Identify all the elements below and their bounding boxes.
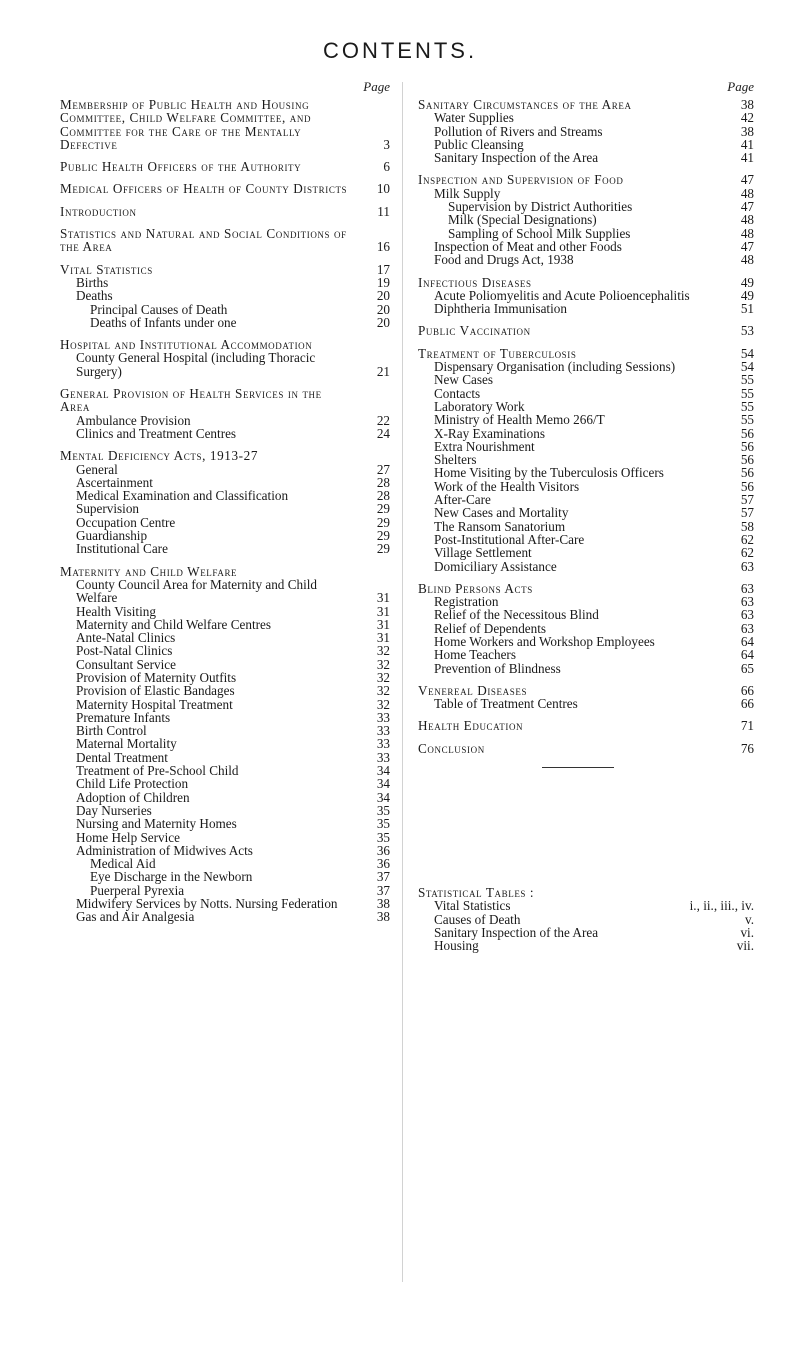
- toc-entry-page: 62: [740, 531, 754, 547]
- toc-entry: [418, 480, 754, 493]
- toc-entry-title: Membership of Public Health and Housing Committee, Child Welfare Committee, and Committee for the Care of the Mentally Defective: [60, 97, 312, 152]
- toc-entry-title: Laboratory Work: [434, 398, 525, 414]
- toc-entry: [418, 648, 754, 661]
- toc-entry-page: 47: [740, 172, 754, 188]
- toc-entry-title: Health Education: [418, 718, 524, 734]
- toc-entry-title: Sanitary Inspection of the Area: [434, 150, 599, 166]
- toc-entry: [418, 595, 754, 608]
- toc-entry-page: 24: [376, 425, 390, 441]
- toc-entry-title: Village Settlement: [434, 545, 532, 561]
- toc-entry-page: 35: [376, 829, 390, 845]
- toc-entry: [60, 387, 390, 414]
- toc-entry-title: Sanitary Circumstances of the Area: [418, 97, 632, 112]
- toc-entry: [60, 844, 390, 857]
- toc-entry-title: Pollution of Rivers and Streams: [434, 123, 603, 139]
- toc-entry-page: 11: [377, 203, 390, 219]
- toc-entry-title: Inspection and Supervision of Food: [418, 172, 624, 188]
- toc-entry-title: Gas and Air Analgesia: [76, 909, 195, 925]
- toc-entry-page: 49: [740, 274, 754, 290]
- toc-entry-title: Deaths: [76, 288, 113, 304]
- toc-entry-title: Housing: [434, 938, 479, 954]
- toc-entry: [60, 182, 390, 195]
- toc-entry: [60, 263, 390, 276]
- toc-entry: [60, 489, 390, 502]
- toc-entry-page: 56: [740, 438, 754, 454]
- toc-entry-page: 33: [376, 723, 390, 739]
- toc-entry: [418, 560, 754, 573]
- toc-entry-page: 34: [376, 763, 390, 779]
- toc-entry-page: 56: [740, 478, 754, 494]
- toc-entry: [60, 684, 390, 697]
- toc-entry: [60, 817, 390, 830]
- toc-entry: [418, 413, 754, 426]
- toc-entry-page: 29: [376, 528, 390, 544]
- toc-entry-page: i., ii., iii., iv.: [689, 898, 754, 914]
- toc-entry-page: 54: [740, 345, 754, 361]
- toc-entry: [60, 476, 390, 489]
- toc-entry-title: Vital Statistics: [434, 898, 511, 914]
- statistical-tables: [418, 886, 754, 952]
- toc-entry-title: Institutional Care: [76, 541, 168, 557]
- toc-entry: [60, 857, 390, 870]
- toc-entry-page: vi.: [740, 924, 754, 940]
- toc-entry-page: 35: [376, 802, 390, 818]
- toc-entry-title: Eye Discharge in the Newborn: [90, 869, 253, 885]
- toc-entry-page: 6: [383, 159, 390, 175]
- toc-entry-title: Ascertainment: [76, 474, 153, 490]
- toc-entry-title: Domiciliary Assistance: [434, 558, 557, 574]
- toc-entry-title: New Cases and Mortality: [434, 505, 569, 521]
- toc-entry: [60, 578, 390, 605]
- toc-entry: [418, 662, 754, 675]
- toc-entry-title: Work of the Health Visitors: [434, 478, 580, 494]
- toc-entry-title: Administration of Midwives Acts: [76, 842, 253, 858]
- toc-entry-title: Inspection of Meat and other Foods: [434, 238, 622, 254]
- toc-entry: [418, 360, 754, 373]
- toc-entry-page: 33: [376, 736, 390, 752]
- toc-entry-title: County General Hospital (including Thoracic Surgery): [76, 350, 316, 379]
- toc-entry-page: 48: [740, 225, 754, 241]
- toc-entry: [60, 605, 390, 618]
- toc-entry-title: Clinics and Treatment Centres: [76, 425, 237, 441]
- toc-entry: [60, 338, 390, 351]
- toc-entry-title: Deaths of Infants under one: [90, 314, 237, 330]
- toc-entry-page: 38: [740, 97, 754, 112]
- toc-entry-page: 36: [376, 856, 390, 872]
- toc-entry-title: Public Cleansing: [434, 136, 524, 152]
- toc-entry: [418, 213, 754, 226]
- toc-entry-title: Medical Examination and Classification: [76, 488, 289, 504]
- toc-entry-title: Supervision: [76, 501, 140, 517]
- toc-entry: [418, 240, 754, 253]
- toc-entry-page: 31: [376, 590, 390, 606]
- toc-entry-page: 34: [376, 789, 390, 805]
- toc-entry-page: 71: [740, 718, 754, 734]
- toc-entry: [418, 453, 754, 466]
- toc-entry-title: Births: [76, 274, 109, 290]
- toc-entry-title: General: [76, 461, 118, 477]
- toc-entry: [60, 791, 390, 804]
- toc-entry: [60, 289, 390, 302]
- toc-entry-page: 20: [376, 288, 390, 304]
- toc-entry: [60, 751, 390, 764]
- toc-entry-page: 54: [740, 359, 754, 375]
- toc-entry: [418, 125, 754, 138]
- toc-entry-title: Prevention of Blindness: [434, 660, 561, 676]
- toc-entry: [418, 533, 754, 546]
- toc-entry: [418, 151, 754, 164]
- toc-entry: [60, 463, 390, 476]
- toc-entry-title: Premature Infants: [76, 709, 171, 725]
- toc-entry-title: Treatment of Pre-School Child: [76, 763, 239, 779]
- toc-entry-title: Adoption of Children: [76, 789, 190, 805]
- toc-entry-title: Provision of Elastic Bandages: [76, 683, 235, 699]
- toc-entry: [418, 173, 754, 186]
- toc-entry-title: Extra Nourishment: [434, 438, 535, 454]
- toc-entry: [60, 764, 390, 777]
- toc-entry-title: Supervision by District Authorities: [448, 199, 633, 215]
- toc-entry: [60, 160, 390, 173]
- toc-entry-title: Maternity and Child Welfare Centres: [76, 616, 271, 632]
- toc-entry: [418, 913, 754, 926]
- toc-entry-title: Medical Aid: [90, 856, 156, 872]
- toc-entry-title: Infectious Diseases: [418, 274, 532, 290]
- toc-entry-page: 48: [740, 185, 754, 201]
- toc-entry-title: Dental Treatment: [76, 749, 168, 765]
- toc-entry-title: Sanitary Inspection of the Area: [434, 924, 599, 940]
- toc-entry-title: New Cases: [434, 372, 493, 388]
- toc-entry: [60, 98, 390, 151]
- toc-entry: [418, 899, 754, 912]
- toc-entry: [60, 870, 390, 883]
- toc-entry-page: 32: [376, 683, 390, 699]
- toc-entry: [60, 427, 390, 440]
- toc-entry: [418, 546, 754, 559]
- toc-entry: [418, 227, 754, 240]
- toc-entry: [418, 466, 754, 479]
- toc-entry: [60, 777, 390, 790]
- toc-entry: [418, 622, 754, 635]
- toc-entry: [418, 289, 754, 302]
- toc-entry: [418, 111, 754, 124]
- toc-entry-page: 32: [376, 656, 390, 672]
- toc-entry-title: Nursing and Maternity Homes: [76, 816, 237, 832]
- toc-entry: [418, 742, 754, 755]
- statistical-tables-list: [418, 899, 754, 952]
- toc-entry: [418, 493, 754, 506]
- toc-entry-page: 34: [376, 776, 390, 792]
- toc-entry-title: Home Visiting by the Tuberculosis Officers: [434, 465, 664, 481]
- toc-entry-title: Public Health Officers of the Authority: [60, 159, 302, 175]
- toc-entry: [60, 316, 390, 329]
- toc-entry-page: 56: [740, 425, 754, 441]
- toc-entry: [60, 542, 390, 555]
- toc-entry-title: Provision of Maternity Outfits: [76, 669, 237, 685]
- toc-entry: [418, 697, 754, 710]
- toc-entry-page: 62: [740, 545, 754, 561]
- toc-entry: [418, 926, 754, 939]
- toc-entry: [418, 719, 754, 732]
- toc-entry: [418, 373, 754, 386]
- toc-entry: [418, 347, 754, 360]
- toc-entry-page: 63: [740, 558, 754, 574]
- toc-entry-title: Day Nurseries: [76, 802, 152, 818]
- toc-entry-title: Registration: [434, 594, 499, 610]
- toc-entry: [60, 449, 390, 462]
- toc-entry: [60, 737, 390, 750]
- toc-entry: [60, 205, 390, 218]
- toc-entry-title: General Provision of Health Services in the Area: [60, 386, 322, 415]
- toc-entry-page: 55: [740, 385, 754, 401]
- toc-entry-title: Midwifery Services by Notts. Nursing Federation: [76, 896, 338, 912]
- toc-entry-title: Venereal Diseases: [418, 682, 528, 698]
- toc-entry-page: 51: [740, 301, 754, 317]
- toc-entry-title: Dispensary Organisation (including Sessions): [434, 359, 676, 375]
- toc-entry-page: 57: [740, 492, 754, 508]
- toc-entry-title: Health Visiting: [76, 603, 156, 619]
- toc-entry-page: 41: [740, 136, 754, 152]
- toc-entry-title: Shelters: [434, 452, 477, 468]
- toc-entry-page: 48: [740, 252, 754, 268]
- toc-entry-title: Vital Statistics: [60, 261, 153, 277]
- toc-entry: [418, 187, 754, 200]
- toc-entry-title: Ambulance Provision: [76, 412, 191, 428]
- toc-entry-page: 31: [376, 616, 390, 632]
- toc-entry-page: 55: [740, 372, 754, 388]
- page-title: CONTENTS.: [322, 38, 478, 63]
- toc-entry-page: 37: [376, 869, 390, 885]
- toc-entry-title: Post-Institutional After-Care: [434, 531, 585, 547]
- toc-entry-page: 57: [740, 505, 754, 521]
- toc-entry: [418, 684, 754, 697]
- toc-entry-title: Maternity Hospital Treatment: [76, 696, 233, 712]
- toc-entry-title: Maternity and Child Welfare: [60, 563, 238, 579]
- toc-entry-page: 66: [740, 682, 754, 698]
- toc-entry: [418, 138, 754, 151]
- toc-entry-page: 35: [376, 816, 390, 832]
- toc-entry-page: 63: [740, 607, 754, 623]
- toc-entry-page: 20: [376, 301, 390, 317]
- toc-entry-page: 3: [383, 136, 390, 152]
- toc-entry-page: 32: [376, 696, 390, 712]
- toc-entry-page: v.: [744, 911, 754, 927]
- toc-entry-title: Maternal Mortality: [76, 736, 177, 752]
- toc-entry-title: Milk (Special Designations): [448, 212, 597, 228]
- toc-entry-page: 31: [376, 603, 390, 619]
- toc-entry: [418, 506, 754, 519]
- toc-entry-title: Introduction: [60, 203, 137, 219]
- toc-entry: [60, 698, 390, 711]
- toc-entry: [60, 724, 390, 737]
- statistical-tables-heading: Statistical Tables :: [418, 885, 535, 901]
- toc-entry-title: Home Workers and Workshop Employees: [434, 633, 655, 649]
- toc-entry-title: X-Ray Examinations: [434, 425, 545, 441]
- toc-entry-title: Ministry of Health Memo 266/T: [434, 412, 605, 428]
- toc-entry-page: 58: [740, 518, 754, 534]
- toc-entry-title: Table of Treatment Centres: [434, 696, 578, 712]
- toc-entry: [60, 671, 390, 684]
- toc-entry: [60, 303, 390, 316]
- toc-entry-page: 33: [376, 709, 390, 725]
- toc-entry-title: Causes of Death: [434, 911, 521, 927]
- toc-entry: [60, 884, 390, 897]
- toc-entry-title: Food and Drugs Act, 1938: [434, 252, 574, 268]
- toc-entry-page: 16: [376, 239, 390, 255]
- toc-entry: [418, 302, 754, 315]
- toc-entry-page: 48: [740, 212, 754, 228]
- toc-entry-page: 63: [740, 594, 754, 610]
- toc-entry-page: 41: [740, 150, 754, 166]
- toc-entry: [418, 276, 754, 289]
- toc-entry: [418, 200, 754, 213]
- right-entries: [418, 98, 754, 755]
- toc-entry: [60, 618, 390, 631]
- toc-entry-page: 36: [376, 842, 390, 858]
- column-divider: [402, 82, 403, 1282]
- toc-entry: [418, 582, 754, 595]
- toc-entry-title: Public Vaccination: [418, 323, 531, 339]
- toc-entry-title: Post-Natal Clinics: [76, 643, 173, 659]
- toc-entry-page: 63: [740, 620, 754, 636]
- toc-entry: [418, 98, 754, 111]
- toc-entry-page: 55: [740, 398, 754, 414]
- toc-entry: [60, 897, 390, 910]
- toc-entry: [60, 644, 390, 657]
- toc-entry-page: 66: [740, 696, 754, 712]
- toc-entry-page: 64: [740, 647, 754, 663]
- toc-entry-page: 56: [740, 465, 754, 481]
- toc-entry-title: Principal Causes of Death: [90, 301, 228, 317]
- toc-entry: [418, 427, 754, 440]
- toc-entry-page: 32: [376, 643, 390, 659]
- left-entries: [60, 98, 390, 924]
- toc-entry: [418, 635, 754, 648]
- toc-entry: [60, 711, 390, 724]
- toc-entry-page: 20: [376, 314, 390, 330]
- toc-entry: [60, 502, 390, 515]
- page-column-header: Page: [727, 79, 754, 94]
- right-column: [418, 78, 754, 953]
- toc-entry: [60, 414, 390, 427]
- toc-entry-page: 31: [376, 630, 390, 646]
- toc-entry-page: vii.: [736, 938, 754, 954]
- toc-entry-title: Statistics and Natural and Social Conditions of the Area: [60, 226, 347, 255]
- toc-entry-page: 55: [740, 412, 754, 428]
- toc-entry-page: 76: [740, 740, 754, 756]
- toc-entry-title: Diphtheria Immunisation: [434, 301, 567, 317]
- toc-entry: [60, 529, 390, 542]
- toc-entry-page: 29: [376, 501, 390, 517]
- toc-entry: [418, 520, 754, 533]
- toc-entry-page: 56: [740, 452, 754, 468]
- toc-entry: [60, 565, 390, 578]
- toc-entry-page: 17: [376, 261, 390, 277]
- toc-entry: [418, 324, 754, 337]
- toc-entry: [60, 351, 390, 378]
- toc-entry-title: Mental Deficiency Acts, 1913-27: [60, 448, 259, 464]
- toc-entry-title: Occupation Centre: [76, 514, 176, 530]
- toc-entry-page: 53: [740, 323, 754, 339]
- toc-entry-page: 42: [740, 110, 754, 126]
- toc-entry: [60, 227, 390, 254]
- toc-entry-title: Medical Officers of Health of County Districts: [60, 181, 348, 197]
- toc-entry-page: 32: [376, 669, 390, 685]
- toc-entry-page: 63: [740, 580, 754, 596]
- toc-entry-title: Blind Persons Acts: [418, 580, 533, 596]
- toc-entry-title: Guardianship: [76, 528, 148, 544]
- toc-entry: [60, 658, 390, 671]
- toc-entry-title: Relief of the Necessitous Blind: [434, 607, 599, 623]
- toc-entry-page: 28: [376, 488, 390, 504]
- toc-entry-title: Ante-Natal Clinics: [76, 630, 176, 646]
- toc-entry-page: 38: [376, 896, 390, 912]
- toc-entry-page: 10: [376, 181, 390, 197]
- toc-entry-page: 47: [740, 199, 754, 215]
- toc-entry-title: Birth Control: [76, 723, 147, 739]
- toc-entry: [60, 276, 390, 289]
- toc-entry: [418, 387, 754, 400]
- toc-entry-page: 29: [376, 541, 390, 557]
- toc-entry-page: 27: [376, 461, 390, 477]
- toc-entry-title: Conclusion: [418, 740, 485, 756]
- toc-entry: [60, 910, 390, 923]
- toc-entry-page: 47: [740, 238, 754, 254]
- toc-entry-page: 37: [376, 882, 390, 898]
- toc-entry-page: 33: [376, 749, 390, 765]
- toc-entry-page: 29: [376, 514, 390, 530]
- toc-entry: [418, 939, 754, 952]
- toc-entry: [60, 831, 390, 844]
- toc-entry-page: 64: [740, 633, 754, 649]
- toc-entry-page: 28: [376, 474, 390, 490]
- toc-entry-page: 38: [376, 909, 390, 925]
- toc-entry-title: Acute Poliomyelitis and Acute Polioencephalitis: [434, 287, 690, 303]
- left-column: [60, 78, 390, 924]
- page-column-header: Page: [363, 79, 390, 94]
- toc-entry-title: After-Care: [434, 492, 491, 508]
- toc-entry: [60, 804, 390, 817]
- toc-entry: [60, 516, 390, 529]
- toc-entry-page: 65: [740, 660, 754, 676]
- toc-entry-title: The Ransom Sanatorium: [434, 518, 566, 534]
- toc-entry-page: 49: [740, 287, 754, 303]
- toc-entry-title: Consultant Service: [76, 656, 176, 672]
- toc-entry-title: Home Teachers: [434, 647, 516, 663]
- toc-entry: [418, 253, 754, 266]
- toc-entry-title: Water Supplies: [434, 110, 514, 126]
- toc-entry-title: Home Help Service: [76, 829, 180, 845]
- toc-entry-title: Milk Supply: [434, 185, 501, 201]
- section-rule: [542, 767, 614, 768]
- toc-entry-page: 21: [376, 363, 390, 379]
- toc-entry-title: Treatment of Tuberculosis: [418, 345, 577, 361]
- toc-entry: [418, 608, 754, 621]
- toc-entry-title: Puerperal Pyrexia: [90, 882, 185, 898]
- toc-entry: [418, 400, 754, 413]
- toc-entry: [418, 440, 754, 453]
- toc-entry-page: 22: [376, 412, 390, 428]
- toc-entry-page: 38: [740, 123, 754, 139]
- toc-entry-title: Sampling of School Milk Supplies: [448, 225, 631, 241]
- toc-entry-title: Child Life Protection: [76, 776, 189, 792]
- toc-entry: [60, 631, 390, 644]
- toc-entry-title: Contacts: [434, 385, 481, 401]
- toc-entry-title: Relief of Dependents: [434, 620, 547, 636]
- toc-entry-title: County Council Area for Maternity and Child Welfare: [76, 576, 317, 606]
- toc-entry-page: 19: [376, 274, 390, 290]
- toc-entry-title: Hospital and Institutional Accommodation: [60, 337, 313, 353]
